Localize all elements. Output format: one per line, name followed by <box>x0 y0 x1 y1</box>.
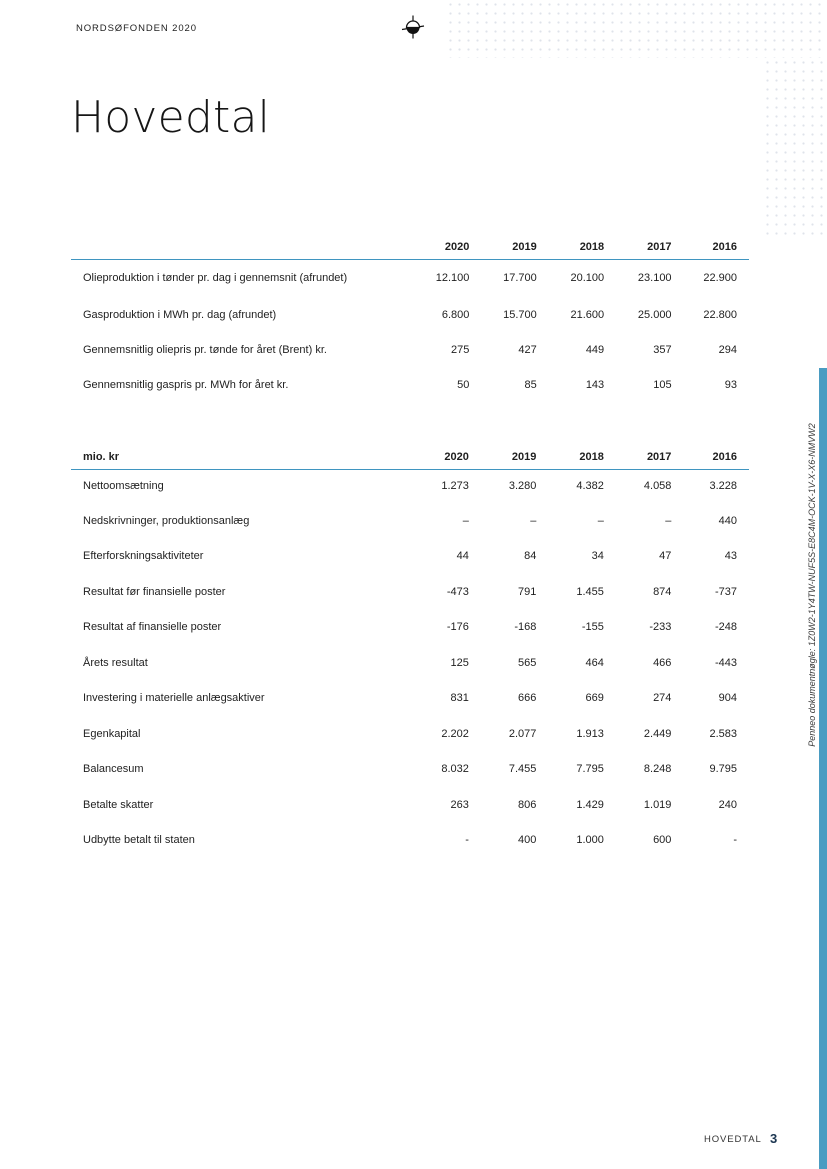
cell-value: 50 <box>457 379 470 392</box>
row-label: Gennemsnitlig gaspris pr. MWh for året kr. <box>83 379 289 392</box>
table-row <box>71 681 749 717</box>
page-number: 3 <box>770 1131 778 1146</box>
table-header-row <box>71 226 749 259</box>
table-row <box>71 752 749 788</box>
cell-value: 4.382 <box>576 480 604 493</box>
column-header: 2020 <box>444 450 469 463</box>
column-header: 2018 <box>579 450 604 463</box>
cell-value: 2.449 <box>643 727 672 740</box>
dot-pattern-top <box>446 0 827 58</box>
table-row <box>71 645 749 681</box>
financial-table <box>71 436 749 858</box>
cell-value: -737 <box>714 585 737 598</box>
cell-value: 357 <box>653 344 672 357</box>
cell-value: 4.058 <box>643 480 672 493</box>
cell-value: 85 <box>524 379 537 392</box>
column-header: 2016 <box>712 450 737 463</box>
row-label: Investering i materielle anlægsaktiver <box>83 692 265 705</box>
cell-value: -233 <box>649 621 672 634</box>
cell-value: 449 <box>585 344 605 357</box>
table-row <box>71 259 749 297</box>
cell-value: 34 <box>591 550 604 563</box>
cell-value: – <box>597 514 604 527</box>
cell-value: 44 <box>456 550 469 563</box>
cell-value: 466 <box>653 656 672 669</box>
cell-value: 3.280 <box>508 480 537 493</box>
side-accent-bar <box>819 368 827 1169</box>
column-header: 2016 <box>712 240 737 253</box>
cell-value: 43 <box>724 550 737 563</box>
row-label: Resultat før finansielle poster <box>83 585 226 598</box>
cell-value: 22.800 <box>703 308 737 321</box>
cell-value: 20.100 <box>570 272 605 285</box>
cell-value: 831 <box>450 692 469 705</box>
cell-value: 8.248 <box>643 763 672 776</box>
cell-value: 6.800 <box>441 308 470 321</box>
column-header: 2019 <box>512 240 537 253</box>
row-label: Efterforskningsaktiviteter <box>83 550 204 563</box>
cell-value: 263 <box>450 798 469 811</box>
cell-value: 47 <box>659 550 672 563</box>
footer-section-label: HOVEDTAL <box>704 1134 762 1145</box>
table-row <box>71 539 749 575</box>
row-label: Resultat af finansielle poster <box>83 621 222 634</box>
cell-value: 240 <box>718 798 737 811</box>
cell-value: 17.700 <box>503 272 537 285</box>
row-label: Nettoomsætning <box>83 480 164 493</box>
row-label: Årets resultat <box>83 656 148 669</box>
cell-value: 1.913 <box>576 727 604 740</box>
cell-value: 23.100 <box>637 272 672 285</box>
cell-value: 565 <box>518 656 537 669</box>
row-label: Udbytte betalt til staten <box>83 834 195 847</box>
cell-value: 1.273 <box>441 480 469 493</box>
cell-value: - <box>465 834 469 847</box>
cell-value: – <box>462 514 469 527</box>
row-label: Egenkapital <box>83 727 141 740</box>
row-label: Balancesum <box>83 763 144 776</box>
cell-value: 3.228 <box>709 480 737 493</box>
cell-value: 93 <box>724 379 737 392</box>
column-header: 2017 <box>647 240 672 253</box>
row-label: Gennemsnitlig oliepris pr. tønde for året (Brent) kr. <box>83 344 327 357</box>
cell-value: 143 <box>585 379 605 392</box>
cell-value: 7.795 <box>576 763 604 776</box>
cell-value: -155 <box>581 621 604 634</box>
cell-value: 22.900 <box>703 272 737 285</box>
dot-pattern-right <box>763 58 827 238</box>
cell-value: -248 <box>714 621 737 634</box>
cell-value: -168 <box>514 621 537 634</box>
cell-value: 294 <box>718 344 737 357</box>
document-header: NORDSØFONDEN 2020 <box>76 23 197 34</box>
cell-value: 2.202 <box>441 727 469 740</box>
column-header: 2018 <box>579 240 605 253</box>
cell-value: 791 <box>518 585 537 598</box>
cell-value: 12.100 <box>435 272 470 285</box>
cell-value: 806 <box>518 798 537 811</box>
cell-value: 1.429 <box>576 798 604 811</box>
cell-value: - <box>733 834 737 847</box>
row-label: Gasproduktion i MWh pr. dag (afrundet) <box>83 308 277 321</box>
table-row <box>71 574 749 610</box>
cell-value: -443 <box>714 656 737 669</box>
cell-value: 1.000 <box>576 834 604 847</box>
document-key-text: Penneo dokumentnøgle: 1Z0W2-1Y4TW-NUF5S-E8C4M-OCK-1V-X-X6-NMVW2 <box>807 423 817 747</box>
cell-value: 440 <box>718 514 737 527</box>
row-label: Nedskrivninger, produktionsanlæg <box>83 514 250 527</box>
table-row <box>71 297 749 332</box>
cell-value: -473 <box>446 585 469 598</box>
cell-value: -176 <box>446 621 469 634</box>
cell-value: 427 <box>518 344 537 357</box>
column-header: 2017 <box>646 450 672 463</box>
cell-value: – <box>665 514 672 527</box>
cell-value: 105 <box>653 379 672 392</box>
table-row <box>71 469 749 503</box>
cell-value: 669 <box>585 692 604 705</box>
table-row <box>71 610 749 646</box>
cell-value: 9.795 <box>709 763 737 776</box>
table-row <box>71 503 749 539</box>
column-header <box>71 226 402 259</box>
cell-value: 84 <box>524 550 537 563</box>
cell-value: 400 <box>518 834 537 847</box>
table-row <box>71 368 749 403</box>
page-title: Hovedtal <box>71 92 271 143</box>
cell-value: 8.032 <box>441 763 469 776</box>
cell-value: 464 <box>585 656 604 669</box>
cell-value: 2.077 <box>508 727 537 740</box>
column-header: 2020 <box>444 240 470 253</box>
table-row <box>71 787 749 823</box>
table-row <box>71 823 749 859</box>
table-header-row <box>71 436 749 469</box>
cell-value: 15.700 <box>503 308 537 321</box>
cell-value: 1.455 <box>576 585 604 598</box>
compass-logo-icon <box>401 15 425 39</box>
cell-value: 904 <box>718 692 737 705</box>
cell-value: – <box>530 514 537 527</box>
table-row <box>71 716 749 752</box>
table-row <box>71 332 749 367</box>
cell-value: 874 <box>653 585 672 598</box>
cell-value: 666 <box>518 692 537 705</box>
cell-value: 125 <box>450 656 469 669</box>
column-header: mio. kr <box>83 450 120 463</box>
cell-value: 600 <box>653 834 672 847</box>
production-table <box>71 226 749 403</box>
cell-value: 25.000 <box>637 308 672 321</box>
cell-value: 274 <box>653 692 672 705</box>
row-label: Olieproduktion i tønder pr. dag i gennemsnit (afrundet) <box>83 272 348 285</box>
cell-value: 2.583 <box>709 727 737 740</box>
cell-value: 1.019 <box>643 798 672 811</box>
cell-value: 21.600 <box>570 308 605 321</box>
cell-value: 7.455 <box>508 763 537 776</box>
cell-value: 275 <box>451 344 470 357</box>
column-header: 2019 <box>511 450 537 463</box>
row-label: Betalte skatter <box>83 798 154 811</box>
